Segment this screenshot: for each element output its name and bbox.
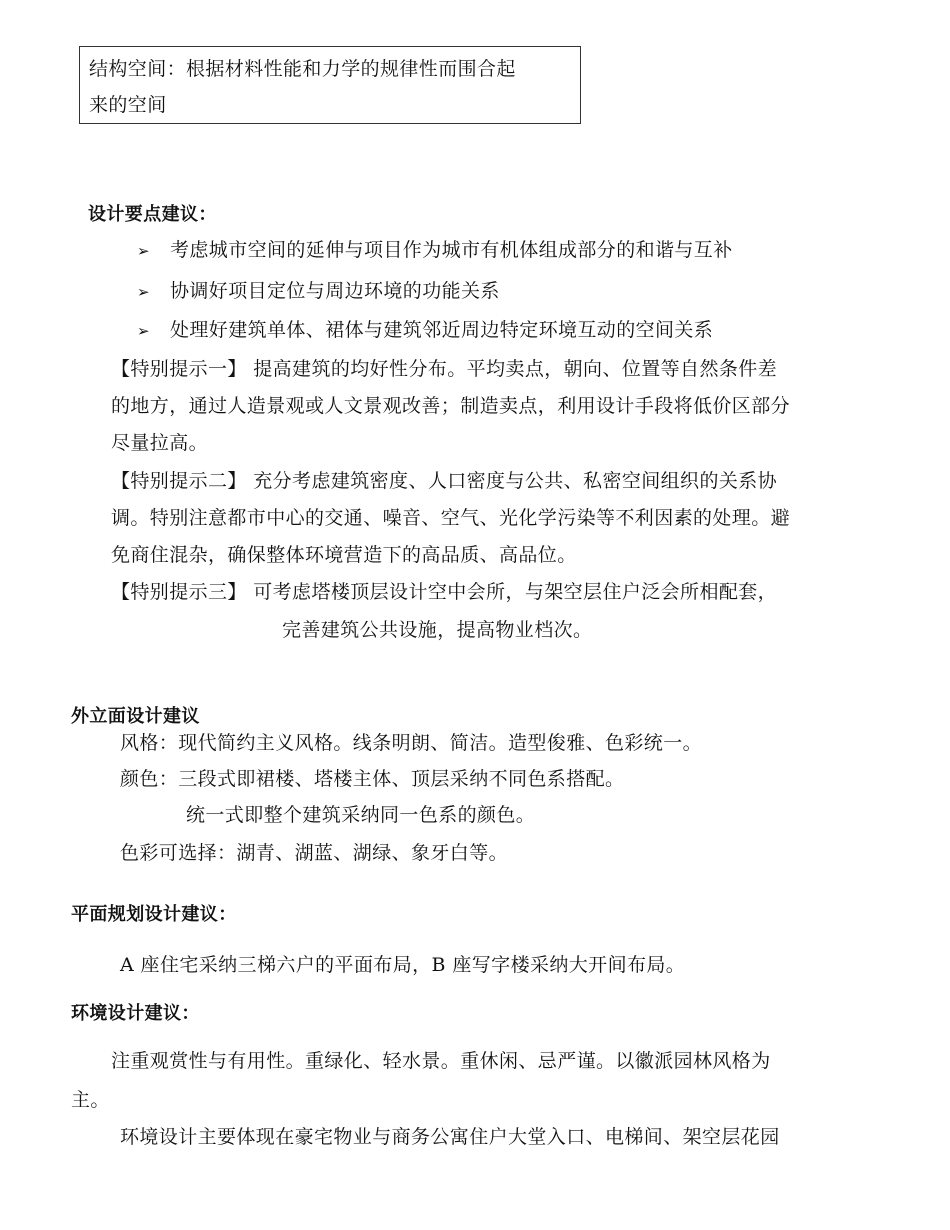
environment-p1-line-1: 注重观赏性与有用性。重绿化、轻水景。重休闲、忌严谨。以徽派园林风格为	[111, 1050, 771, 1072]
tip2-line-1: 【特别提示二】 充分考虑建筑密度、人口密度与公共、私密空间组织的关系协	[111, 470, 778, 492]
bullet-arrow-icon: ➢	[137, 283, 150, 301]
tip2-line-3: 免商住混杂，确保整体环境营造下的高品质、高品位。	[111, 544, 577, 566]
tip1-line-3: 尽量拉高。	[111, 432, 209, 454]
design-points-heading: 设计要点建议：	[88, 204, 217, 225]
tip3-line-2: 完善建筑公共设施，提高物业档次。	[282, 619, 593, 641]
plan-text: A 座住宅采纳三梯六户的平面布局，B 座写字楼采纳大开间布局。	[120, 954, 686, 976]
definition-line-1: 结构空间：根据材料性能和力学的规律性而围合起	[89, 58, 516, 80]
bullet-arrow-icon: ➢	[137, 322, 150, 340]
facade-color: 颜色：三段式即裙楼、塔楼主体、顶层采纳不同色系搭配。	[120, 768, 625, 790]
tip2-line-2: 调。特别注意都市中心的交通、噪音、空气、光化学污染等不利因素的处理。避	[111, 507, 791, 529]
design-point-item: 考虑城市空间的延伸与项目作为城市有机体组成部分的和谐与互补	[170, 239, 733, 261]
design-point-item: 处理好建筑单体、裙体与建筑邻近周边特定环境互动的空间关系	[170, 319, 714, 341]
definition-box	[79, 46, 581, 124]
design-point-item: 协调好项目定位与周边环境的功能关系	[170, 280, 500, 302]
tip3-line-1: 【特别提示三】 可考虑塔楼顶层设计空中会所，与架空层住户泛会所相配套，	[111, 581, 778, 603]
facade-color-options: 色彩可选择：湖青、湖蓝、湖绿、象牙白等。	[120, 842, 509, 864]
tip1-line-2: 的地方，通过人造景观或人文景观改善；制造卖点，利用设计手段将低价区部分	[111, 395, 791, 417]
environment-p1-line-2: 主。	[71, 1089, 110, 1111]
facade-style: 风格：现代简约主义风格。线条明朗、简洁。造型俊雅、色彩统一。	[120, 732, 703, 754]
plan-heading: 平面规划设计建议：	[71, 904, 237, 925]
facade-heading: 外立面设计建议	[71, 706, 200, 727]
tip1-line-1: 【特别提示一】 提高建筑的均好性分布。平均卖点，朝向、位置等自然条件差	[111, 358, 778, 380]
bullet-arrow-icon: ➢	[137, 242, 150, 260]
definition-line-2: 来的空间	[89, 94, 167, 116]
environment-p2-line-1: 环境设计主要体现在豪宅物业与商务公寓住户大堂入口、电梯间、架空层花园	[120, 1126, 780, 1148]
environment-heading: 环境设计建议：	[71, 1003, 200, 1024]
facade-color-unified: 统一式即整个建筑采纳同一色系的颜色。	[186, 804, 536, 826]
